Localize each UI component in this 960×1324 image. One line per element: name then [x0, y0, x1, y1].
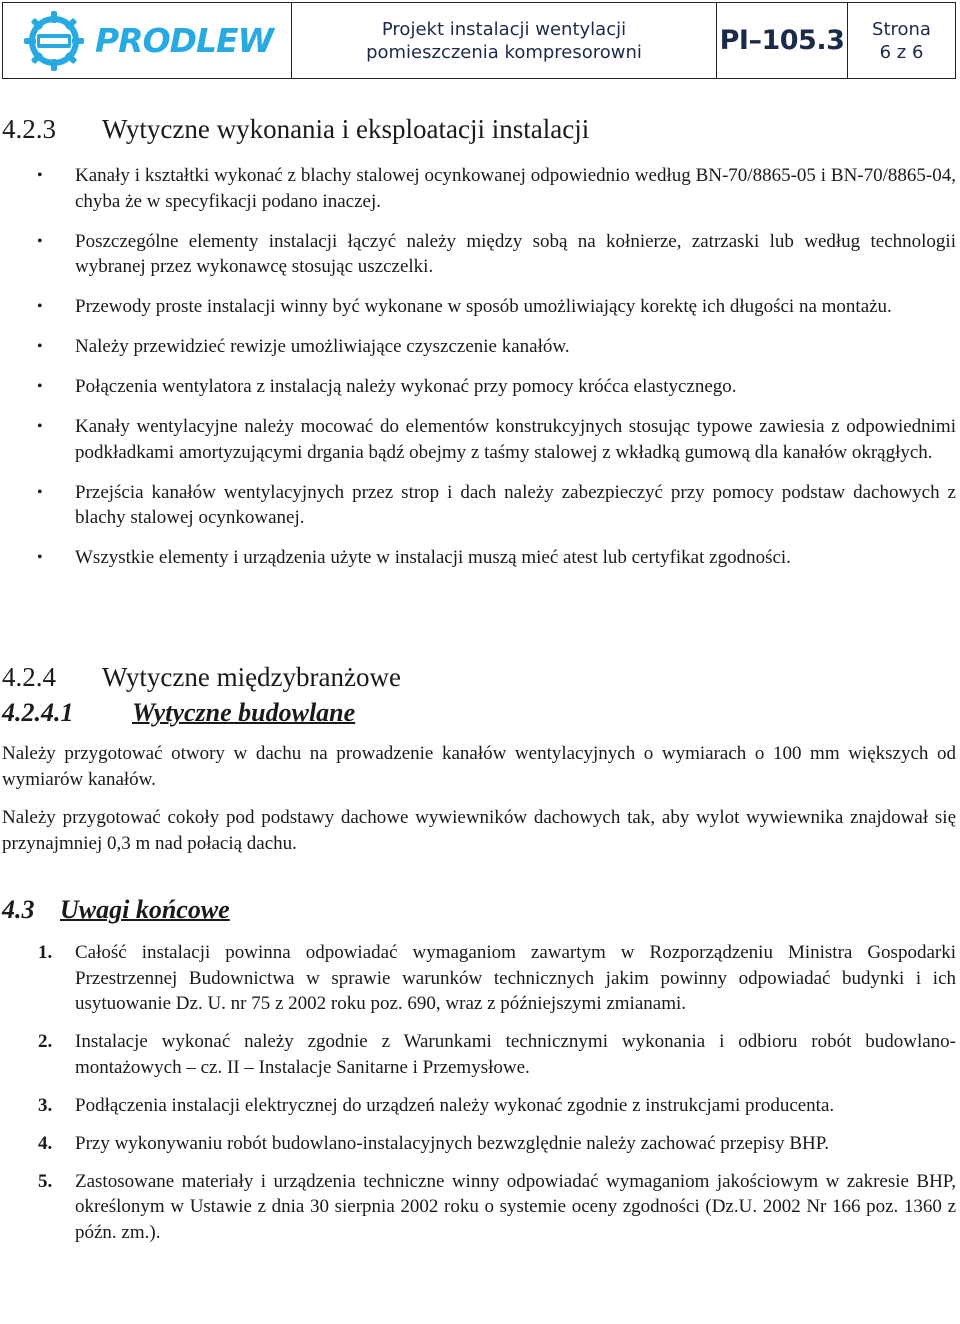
section-heading-4-3 — [2, 895, 230, 925]
item-text: Instalacje wykonać należy zgodnie z Warunkami technicznymi wykonania i odbioru robót budowlano-montażowych – cz. II – Instalacje Sanitarne i Przemysłowe. — [75, 1031, 956, 1078]
section-number: 4.2.4.1 — [2, 698, 74, 727]
header-page-cell — [848, 3, 955, 78]
list-item — [0, 1169, 956, 1246]
section-heading-4-2-4-1 — [2, 698, 355, 728]
section-title: Uwagi końcowe — [60, 895, 230, 924]
item-text: Przy wykonywaniu robót budowlano-instalacyjnych bezwzględnie należy zachować przepisy BHP. — [75, 1132, 829, 1154]
list-item — [0, 1029, 956, 1080]
list-item — [0, 1131, 956, 1157]
list-item: • Przejścia kanałów wentylacyjnych przez strop i dach należy zabezpieczyć przy pomocy podstaw dachowych z blachy stalowej ocynkowanej. — [0, 480, 956, 531]
section-title: Wytyczne budowlane — [132, 698, 356, 727]
item-number: 4. — [38, 1132, 53, 1154]
paragraph: Należy przygotować cokoły pod podstawy dachowe wywiewników dachowych tak, aby wylot wywiewnika znajdował się przynajmniej 0,3 m nad połacią dachu. — [2, 807, 956, 854]
section-heading-4-2-3 — [2, 114, 589, 145]
section-heading-4-2-4 — [2, 662, 401, 693]
project-title-line-2: pomieszczenia kompresorowni — [366, 41, 642, 63]
item-text: Zastosowane materiały i urządzenia techniczne winny odpowiadać wymaganiom jakościowym w zakresie BHP, określonym w Ustawie z dnia 30 sierpnia 2002 roku o systemie oceny zgodności (Dz.U. 2002 Nr 166 poz. 1360 z późn. zm.). — [75, 1170, 956, 1243]
list-item — [0, 1093, 956, 1119]
section-title: Wytyczne wykonania i eksploatacji instalacji — [102, 114, 590, 144]
logo-wordmark: PRODLEW — [94, 21, 273, 60]
project-title-line-1: Projekt instalacji wentylacji — [381, 18, 627, 40]
item-number: 2. — [38, 1031, 53, 1052]
page-number: 6 z 6 — [879, 41, 924, 63]
final-remarks-list — [0, 940, 956, 1258]
item-text: Podłączenia instalacji elektrycznej do urządzeń należy wykonać zgodnie z instrukcjami producenta. — [75, 1094, 835, 1116]
document-header — [2, 2, 956, 79]
list-item: • Kanały wentylacyjne należy mocować do elementów konstrukcyjnych stosując typowe zawiesia z odpowiednimi podkładkami amortyzującymi drgania bądź obejmy z taśmy stalowej z wkładką gumową dla kanałów okrągłych. — [0, 414, 956, 465]
list-item: • Poszczególne elementy instalacji łączyć należy między sobą na kołnierze, zatrzaski lub według technologii wybranej przez wykonawcę stosując uszczelki. — [0, 229, 956, 280]
section-number: 4.2.3 — [2, 114, 56, 144]
list-item: • Wszystkie elementy i urządzenia użyte w instalacji muszą mieć atest lub certyfikat zgodności. — [0, 545, 956, 571]
item-number: 5. — [38, 1170, 53, 1192]
list-item — [0, 940, 956, 1017]
header-title-cell — [292, 3, 717, 78]
section-number: 4.2.4 — [2, 662, 56, 692]
list-item: • Przewody proste instalacji winny być wykonane w sposób umożliwiający korektę ich długości na montażu. — [0, 294, 956, 320]
paragraph: Należy przygotować otwory w dachu na prowadzenie kanałów wentylacyjnych o wymiarach o 100 mm większych od wymiarów kanałów. — [2, 743, 956, 790]
item-number: 1. — [38, 942, 53, 963]
header-logo-cell — [3, 3, 292, 78]
item-number: 3. — [38, 1094, 53, 1116]
document-code: PI–105.3 — [719, 25, 845, 56]
section-number: 4.3 — [2, 895, 35, 924]
section-title: Wytyczne międzybranżowe — [102, 662, 401, 692]
guidelines-bullet-list — [0, 163, 956, 585]
header-code-cell — [717, 3, 848, 78]
list-item: • Kanały i kształtki wykonać z blachy stalowej ocynkowanej odpowiednio według BN-70/8865-05 i BN-70/8865-04, chyba że w specyfikacji podano inaczej. — [0, 163, 956, 214]
list-item: • Połączenia wentylatora z instalacją należy wykonać przy pomocy króćca elastycznego. — [0, 374, 956, 400]
company-logo — [21, 8, 273, 74]
ship-wheel-logo-icon — [21, 8, 87, 74]
item-text: Całość instalacji powinna odpowiadać wymaganiom zawartym w Rozporządzeniu Ministra Gospodarki Przestrzennej Budownictwa w sprawie warunków technicznych jakim powinny odpowiadać budynki i ich usytuowanie Dz. U. nr 75 z 2002 roku poz. 690, wraz z późniejszymi zmianami. — [75, 942, 956, 1014]
page-label: Strona — [872, 18, 931, 40]
list-item: • Należy przewidzieć rewizje umożliwiające czyszczenie kanałów. — [0, 334, 956, 360]
